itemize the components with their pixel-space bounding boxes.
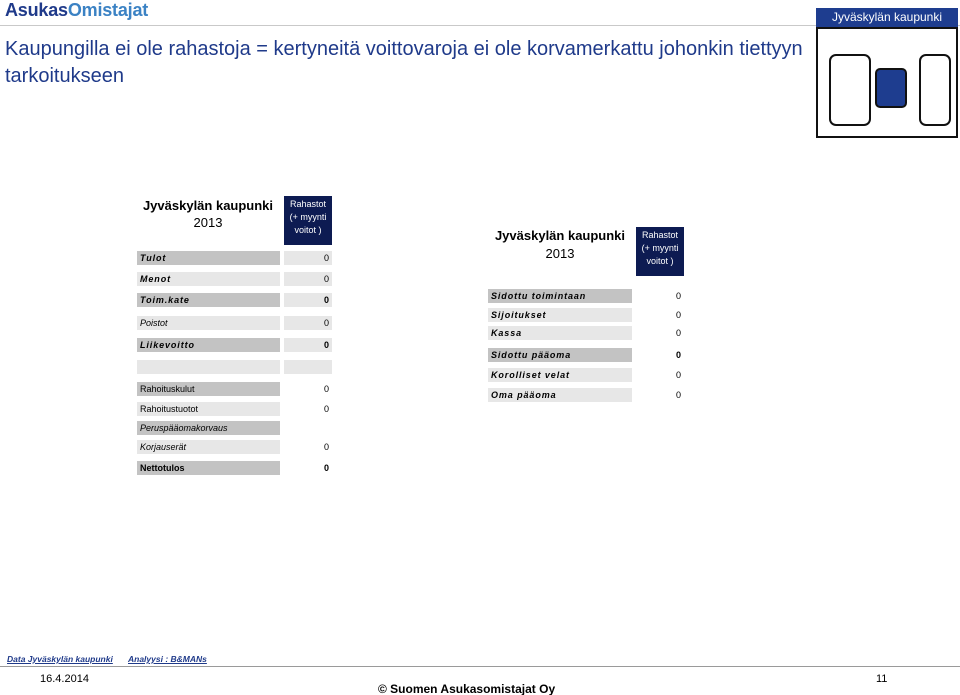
left-column-sub1: (+ myynti xyxy=(289,212,327,222)
row-label-korjauserat: Korjauserät xyxy=(137,440,280,454)
footer-date: 16.4.2014 xyxy=(40,673,89,685)
right-column-sub2: voitot ) xyxy=(646,256,674,266)
row-label-rahoitustuotot: Rahoitustuotot xyxy=(137,402,280,416)
row-value-oma-paaoma: 0 xyxy=(636,388,684,402)
row-label-nettotulos: Nettotulos xyxy=(137,461,280,475)
right-column-header xyxy=(636,227,684,276)
row-label-sidottu-paaoma: Sidottu pääoma xyxy=(488,348,632,362)
row-value-menot: 0 xyxy=(284,272,332,286)
city-shape-left xyxy=(829,54,871,126)
left-column-sub2: voitot ) xyxy=(294,225,322,235)
row-label-liikevoitto: Liikevoitto xyxy=(137,338,280,352)
row-value-sidottu-paaoma: 0 xyxy=(636,348,684,362)
row-value-liikevoitto: 0 xyxy=(284,338,332,352)
right-column-sub1: (+ myynti xyxy=(641,243,679,253)
row-label-sijoitukset: Sijoitukset xyxy=(488,308,632,322)
row-label-peruspaaomakorvaus: Peruspääomakorvaus xyxy=(137,421,280,435)
row-value-kassa: 0 xyxy=(636,326,684,340)
row-value-korjauserat: 0 xyxy=(284,440,332,454)
row-value-toimkate: 0 xyxy=(284,293,332,307)
row-value-peruspaaomakorvaus xyxy=(284,421,332,435)
row-label-tulot: Tulot xyxy=(137,251,280,265)
footer-divider xyxy=(0,666,960,667)
city-badge: Jyväskylän kaupunki xyxy=(816,8,958,27)
city-shape-right xyxy=(919,54,951,126)
row-value-empty xyxy=(284,360,332,374)
page-number: 11 xyxy=(876,673,888,685)
row-value-poistot: 0 xyxy=(284,316,332,330)
logo-part-1: Asukas xyxy=(5,0,68,20)
right-panel-city: Jyväskylän kaupunki xyxy=(494,228,626,243)
row-label-menot: Menot xyxy=(137,272,280,286)
row-value-sidottu-toimintaan: 0 xyxy=(636,289,684,303)
left-panel-city: Jyväskylän kaupunki xyxy=(142,198,274,213)
row-label-sidottu-toimintaan: Sidottu toimintaan xyxy=(488,289,632,303)
footer-copyright: © Suomen Asukasomistajat Oy xyxy=(378,682,556,695)
row-label-rahoituskulut: Rahoituskulut xyxy=(137,382,280,396)
row-label-kassa: Kassa xyxy=(488,326,632,340)
row-label-oma-paaoma: Oma pääoma xyxy=(488,388,632,402)
row-value-nettotulos: 0 xyxy=(284,461,332,475)
city-shape-center-filled xyxy=(875,68,907,108)
footer-source-data: Data Jyväskylän kaupunki xyxy=(7,654,113,664)
row-label-poistot: Poistot xyxy=(137,316,280,330)
right-column-title: Rahastot xyxy=(641,230,679,240)
logo-part-2: Omistajat xyxy=(67,0,149,20)
row-value-rahoitustuotot: 0 xyxy=(284,402,332,416)
row-value-sijoitukset: 0 xyxy=(636,308,684,322)
row-label-empty xyxy=(137,360,280,374)
row-label-toimkate: Toim.kate xyxy=(137,293,280,307)
row-label-korolliset-velat: Korolliset velat xyxy=(488,368,632,382)
left-column-title: Rahastot xyxy=(289,199,327,209)
left-panel-year: 2013 xyxy=(193,215,223,230)
row-value-korolliset-velat: 0 xyxy=(636,368,684,382)
row-value-rahoituskulut: 0 xyxy=(284,382,332,396)
row-value-tulot: 0 xyxy=(284,251,332,265)
logo xyxy=(5,0,148,24)
left-column-header xyxy=(284,196,332,245)
right-panel-year: 2013 xyxy=(545,246,575,261)
slide-title: Kaupungilla ei ole rahastoja = kertyneitä voittovaroja ei ole korvamerkattu johonkin tiettyyn tarkoitukseen xyxy=(5,38,803,87)
footer-source-analysis: Analyysi : B&MANs xyxy=(128,654,207,664)
